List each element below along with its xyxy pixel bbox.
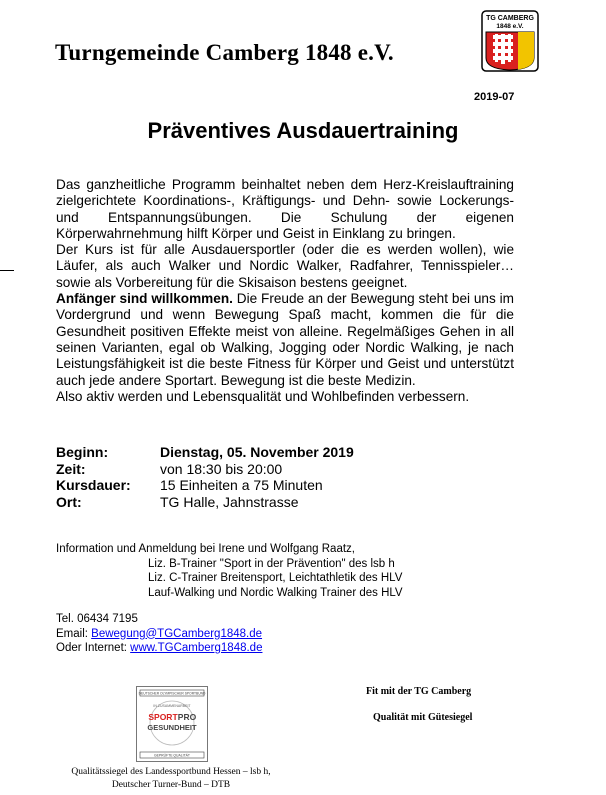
contact-info <box>56 542 403 600</box>
email-line <box>56 627 262 642</box>
web-line <box>56 641 262 656</box>
paragraph-beginners <box>56 291 514 389</box>
time-value: von 18:30 bis 20:00 <box>160 460 283 477</box>
trainer-license-walking: Lauf-Walking und Nordic Walking Trainer des HLV <box>148 586 403 599</box>
begin-value: Dienstag, 05. November 2019 <box>160 444 354 460</box>
seal-caption <box>40 766 302 792</box>
phone-number: Tel. 06434 7195 <box>56 613 138 625</box>
page-title: Präventives Ausdauertraining <box>147 118 459 143</box>
detail-row-time <box>56 461 354 478</box>
logo-text-line1: TG CAMBERG <box>486 15 534 22</box>
course-details <box>56 444 354 510</box>
sport-pro-gesundheit-seal <box>136 686 208 762</box>
contact-intro: Information und Anmeldung bei Irene und Wolfgang Raatz, <box>56 543 355 555</box>
paragraph-audience: Der Kurs ist für alle Ausdauersportler (oder die es werden wollen), wie Läufer, als auch Walker und Nordic Walker, Radfahrer, Tennisspieler… sowie als Vorbereitung für die Skisaison bestens geeignet. <box>56 242 514 290</box>
document-code: 2019-07 <box>474 91 515 103</box>
seal-caption-line2: Deutscher Turner-Bund – DTB <box>111 780 231 790</box>
seal-arc-text: IN ZUSAMMENARBEIT <box>153 704 191 708</box>
duration-label: Kursdauer: <box>56 477 131 494</box>
place-value: TG Halle, Jahnstrasse <box>160 493 299 510</box>
seal-gesundheit-text: GESUNDHEIT <box>147 723 197 732</box>
begin-label: Beginn: <box>56 444 109 460</box>
time-label: Zeit: <box>56 460 86 477</box>
trainer-license-c: Liz. C-Trainer Breitensport, Leichtathletik des HLV <box>148 572 403 584</box>
seal-top-text: DEUTSCHER OLYMPISCHER SPORTBUND <box>138 691 206 696</box>
margin-mark <box>0 270 14 271</box>
seal-caption-line1: Qualitätssiegel des Landessportbund Hessen – lsb h, <box>71 767 271 777</box>
email-label: Email: <box>56 627 92 640</box>
detail-row-begin <box>56 444 354 461</box>
seal-bottom-text: GEPRÜFTE QUALITÄT <box>154 753 190 758</box>
club-logo <box>481 10 539 72</box>
detail-row-place <box>56 494 354 511</box>
description-text <box>56 177 514 405</box>
website-link[interactable]: www.TGCamberg1848.de <box>130 642 263 654</box>
beginners-text: Die Freude an der Bewegung steht bei uns im Vordergrund und wenn Bewegung Spaß macht, kommen die für die Gesundheit positiven Effekte meist von alleine. Regelmäßiges Gehen in all seinen Varianten, egal ob Walking, Jogging oder Nordic Walking, je nach Leistungsfähigkeit ist die beste Fitness für Körper und Geist und unterstützt auch jede andere Sportart. Bewegung ist die beste Medizin. <box>56 291 514 388</box>
detail-row-duration <box>56 477 354 494</box>
seal-pro-text: PRO <box>177 712 197 722</box>
reach-info <box>56 612 262 656</box>
place-label: Ort: <box>56 493 82 510</box>
fit-slogan: Fit mit der TG Camberg <box>366 686 472 697</box>
duration-value: 15 Einheiten a 75 Minuten <box>160 477 323 494</box>
email-link[interactable]: Bewegung@TGCamberg1848.de <box>91 627 263 640</box>
organization-title: Turngemeinde Camberg 1848 e.V. <box>55 40 394 65</box>
web-label: Oder Internet: <box>56 642 131 654</box>
quality-slogan: Qualität mit Gütesiegel <box>373 712 473 723</box>
seal-sport-text: SPORT <box>148 712 178 722</box>
paragraph-closing: Also aktiv werden und Lebensqualität und Wohlbefinden verbessern. <box>56 388 470 404</box>
paragraph-program: Das ganzheitliche Programm beinhaltet neben dem Herz-Kreislauftraining zielgerichtete Koordinations-, Kräftigungs- und Dehn- sowie Lockerungs- und Entspannungsübungen. Die Schulung der eigenen Körperwahrnehmung hilft Körper und Geist in Einklang zu bringen. <box>56 177 514 241</box>
beginners-highlight: Anfänger sind willkommen. <box>56 291 233 307</box>
logo-text-line2: 1848 e.V. <box>496 23 524 30</box>
trainer-license-b: Liz. B-Trainer "Sport in der Prävention" des lsb h <box>148 557 395 570</box>
